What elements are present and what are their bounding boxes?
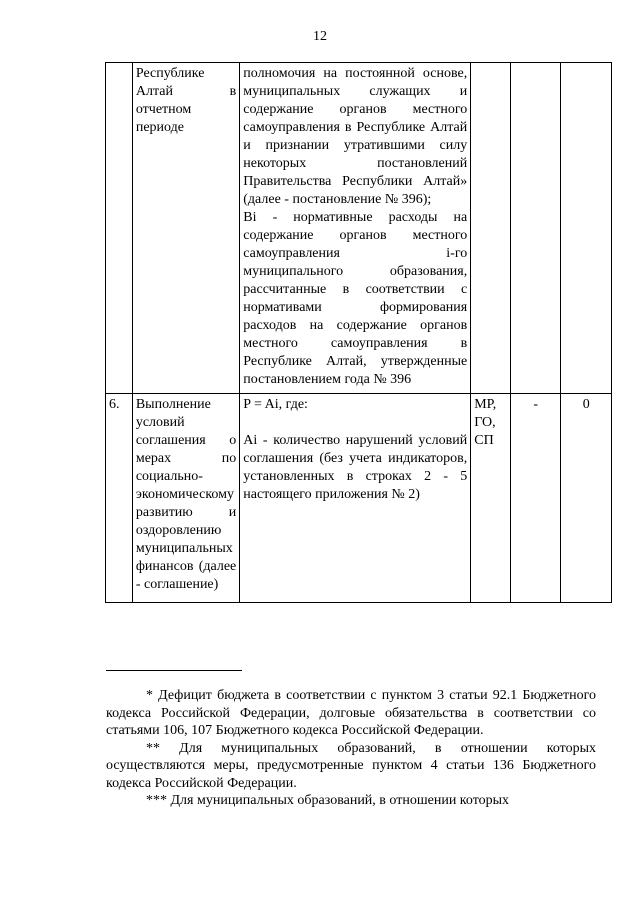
cell-applicability-empty	[471, 63, 511, 394]
method-paragraph: полномочия на постоянной основе, муниципальных служащих и содержание органов местного самоуправления в Республике Алтай и признании утратившими силу некоторых постановлений Правительства Республики Алтай» (далее - постановление № 396);	[243, 66, 468, 207]
footnote-2: ** Для муниципальных образований, в отношении которых осуществляются меры, предусмотренные пунктом 4 статьи 136 Бюджетного кодекса Российской Федерации.	[106, 740, 596, 791]
cell-indicator-name: Республике Алтай в отчетном периоде	[132, 63, 239, 394]
formula: P = Ai, где:	[243, 397, 308, 412]
footnote-1: * Дефицит бюджета в соответствии с пунктом 3 статьи 92.1 Бюджетного кодекса Российской Федерации, долговые обязательства в соответствии со статьями 106, 107 Бюджетного кодекса Российской Федерации.	[106, 688, 596, 738]
cell-calculation-method	[240, 63, 471, 394]
cell-number-empty	[106, 63, 133, 394]
table-row-continued	[106, 63, 612, 394]
cell-calculation-method	[240, 394, 471, 603]
footnote-divider	[106, 670, 242, 671]
cell-col6-empty	[561, 63, 612, 394]
indicator-table	[105, 62, 612, 603]
cell-row-number: 6.	[106, 394, 133, 603]
cell-col6: 0	[561, 394, 612, 603]
footnote-3: *** Для муниципальных образований, в отношении которых	[146, 793, 510, 808]
method-paragraph: Bi - нормативные расходы на содержание органов местного самоуправления i-го муниципального образования, рассчитанные в соответствии с нормативами формирования расходов на содержание органов местного самоуправления в Республике Алтай, утвержденные постановлением года № 396	[243, 210, 468, 387]
cell-col5-empty	[510, 63, 560, 394]
page-number: 12	[313, 29, 327, 44]
cell-applicability: МР, ГО, СП	[471, 394, 511, 603]
cell-indicator-name: Выполнение условий соглашения о мерах по социально-экономическому развитию и оздоровлению муниципальных финансов (далее - соглашение)	[132, 394, 239, 603]
table-row-6	[106, 394, 612, 603]
cell-col5: -	[510, 394, 560, 603]
footnotes	[106, 687, 596, 810]
formula-definition: Ai - количество нарушений условий соглашения (без учета индикаторов, установленных в строках 2 - 5 настоящего приложения № 2)	[243, 433, 468, 502]
